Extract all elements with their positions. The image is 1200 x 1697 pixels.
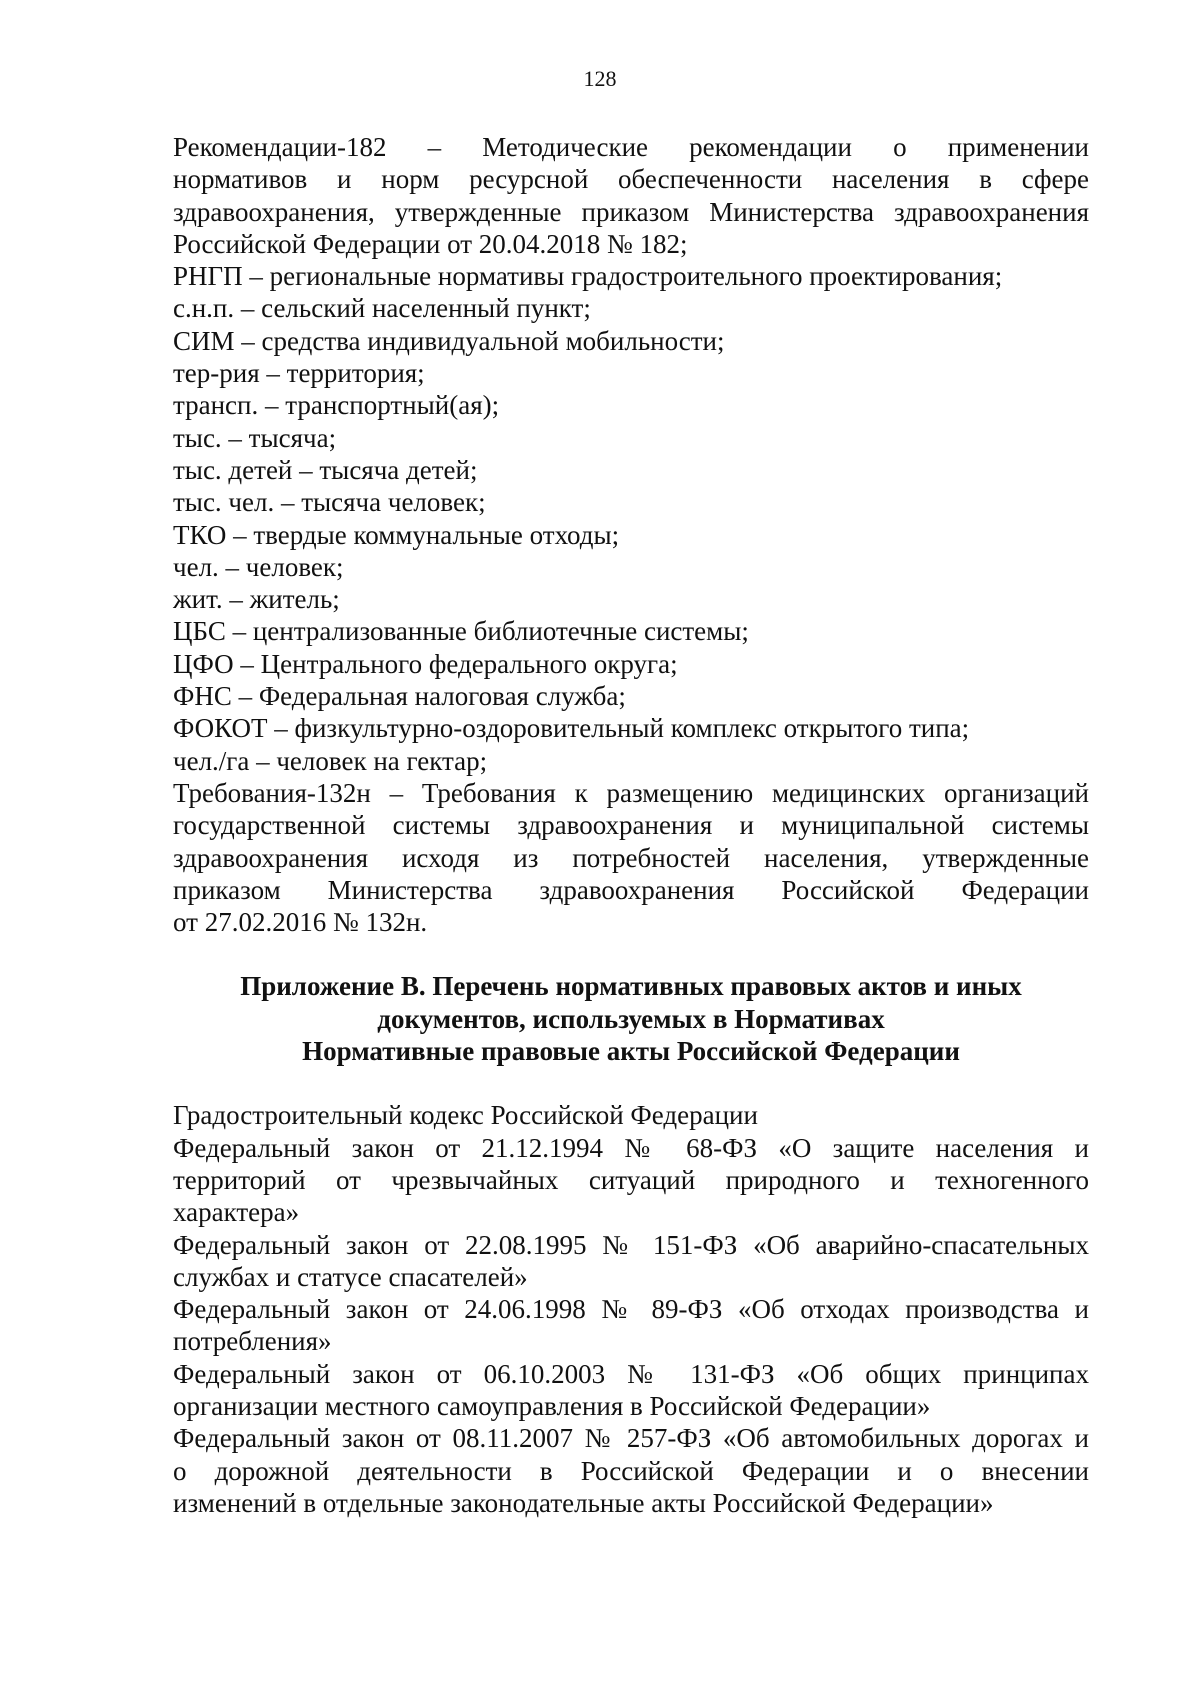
legal-act-entry-line: Федеральный закон от 24.06.1998 № 89-ФЗ «Об отходах производства и	[173, 1294, 1089, 1325]
abbreviation-entry-line: СИМ – средства индивидуальной мобильности;	[173, 325, 725, 356]
legal-act-entry	[173, 1358, 1089, 1423]
abbreviation-entry-line: трансп. – транспортный(ая);	[173, 390, 500, 421]
legal-act-entry-line: Федеральный закон от 08.11.2007 № 257-ФЗ «Об автомобильных дорогах и	[173, 1423, 1089, 1454]
legal-act-entry	[173, 1293, 1089, 1358]
legal-act-entry-line: изменений в отдельные законодательные акты Российской Федерации»	[173, 1487, 994, 1518]
appendix-heading	[173, 970, 1089, 1067]
legal-act-entry-line: характера»	[173, 1197, 300, 1228]
abbreviation-entry	[173, 519, 1089, 551]
legal-act-entry-line: о дорожной деятельности в Российской Федерации и о внесении	[173, 1455, 1089, 1486]
abbreviation-entry	[173, 615, 1089, 647]
legal-act-entry-line: Градостроительный кодекс Российской Федерации	[173, 1100, 758, 1131]
abbreviation-entry-line: ФОКОТ – физкультурно-оздоровительный комплекс открытого типа;	[173, 713, 970, 744]
abbreviation-entry-line: нормативов и норм ресурсной обеспеченности населения в сфере	[173, 164, 1089, 195]
abbreviation-entry	[173, 777, 1089, 938]
abbreviation-entry-line: Российской Федерации от 20.04.2018 № 182;	[173, 228, 688, 259]
abbreviation-entry	[173, 712, 1089, 744]
page-number: 128	[583, 66, 617, 91]
abbreviation-entry	[173, 648, 1089, 680]
abbreviation-entry-line: тыс. – тысяча;	[173, 422, 337, 453]
abbreviation-entry-line: здравоохранения, утвержденные приказом Министерства здравоохранения	[173, 196, 1089, 227]
abbreviation-entry-line: ФНС – Федеральная налоговая служба;	[173, 681, 626, 712]
abbreviation-entry-line: государственной системы здравоохранения и муниципальной системы	[173, 810, 1089, 841]
legal-act-entry-line: Федеральный закон от 22.08.1995 № 151-ФЗ «Об аварийно-спасательных	[173, 1229, 1089, 1260]
abbreviations-list	[173, 131, 1089, 938]
legal-act-entry-line: службах и статусе спасателей»	[173, 1261, 528, 1292]
abbreviation-entry	[173, 292, 1089, 324]
abbreviation-entry-line: РНГП – региональные нормативы градостроительного проектирования;	[173, 261, 1003, 292]
document-body	[173, 131, 1089, 1519]
abbreviation-entry	[173, 583, 1089, 615]
legal-act-entry	[173, 1132, 1089, 1229]
abbreviation-entry-line: ТКО – твердые коммунальные отходы;	[173, 519, 620, 550]
legal-act-entry-line: потребления»	[173, 1326, 332, 1357]
abbreviation-entry-line: тыс. детей – тысяча детей;	[173, 454, 478, 485]
abbreviation-entry-line: с.н.п. – сельский населенный пункт;	[173, 293, 591, 324]
abbreviation-entry	[173, 357, 1089, 389]
abbreviation-entry	[173, 551, 1089, 583]
legal-acts-list	[173, 1099, 1089, 1519]
abbreviation-entry	[173, 260, 1089, 292]
legal-act-entry-line: организации местного самоуправления в Российской Федерации»	[173, 1390, 931, 1421]
heading-line: документов, используемых в Нормативах	[377, 1003, 885, 1034]
abbreviation-entry	[173, 325, 1089, 357]
abbreviation-entry	[173, 422, 1089, 454]
legal-act-entry-line: Федеральный закон от 21.12.1994 № 68-ФЗ «О защите населения и	[173, 1132, 1089, 1163]
heading-line: Приложение В. Перечень нормативных правовых актов и иных	[240, 971, 1022, 1002]
abbreviation-entry	[173, 454, 1089, 486]
legal-act-entry	[173, 1099, 1089, 1131]
abbreviation-entry	[173, 131, 1089, 260]
abbreviation-entry-line: от 27.02.2016 № 132н.	[173, 907, 428, 938]
abbreviation-entry-line: чел. – человек;	[173, 551, 344, 582]
abbreviation-entry	[173, 389, 1089, 421]
abbreviation-entry-line: здравоохранения исходя из потребностей населения, утвержденные	[173, 842, 1089, 873]
abbreviation-entry-line: Рекомендации-182 – Методические рекомендации о применении	[173, 132, 1089, 162]
abbreviation-entry-line: приказом Министерства здравоохранения Российской Федерации	[173, 874, 1089, 905]
abbreviation-entry-line: Требования-132н – Требования к размещению медицинских организаций	[173, 777, 1089, 808]
abbreviation-entry-line: ЦБС – централизованные библиотечные системы;	[173, 616, 749, 647]
abbreviation-entry-line: жит. – житель;	[173, 584, 340, 615]
abbreviation-entry-line: чел./га – человек на гектар;	[173, 745, 488, 776]
legal-act-entry	[173, 1422, 1089, 1519]
heading-line: Нормативные правовые акты Российской Федерации	[302, 1036, 960, 1067]
legal-act-entry-line: территорий от чрезвычайных ситуаций природного и техногенного	[173, 1164, 1089, 1195]
legal-act-entry-line: Федеральный закон от 06.10.2003 № 131-ФЗ «Об общих принципах	[173, 1358, 1089, 1389]
abbreviation-entry-line: тер-рия – территория;	[173, 358, 425, 389]
legal-act-entry	[173, 1229, 1089, 1294]
abbreviation-entry-line: ЦФО – Центрального федерального округа;	[173, 648, 678, 679]
abbreviation-entry	[173, 745, 1089, 777]
abbreviation-entry	[173, 680, 1089, 712]
abbreviation-entry-line: тыс. чел. – тысяча человек;	[173, 487, 486, 518]
abbreviation-entry	[173, 486, 1089, 518]
